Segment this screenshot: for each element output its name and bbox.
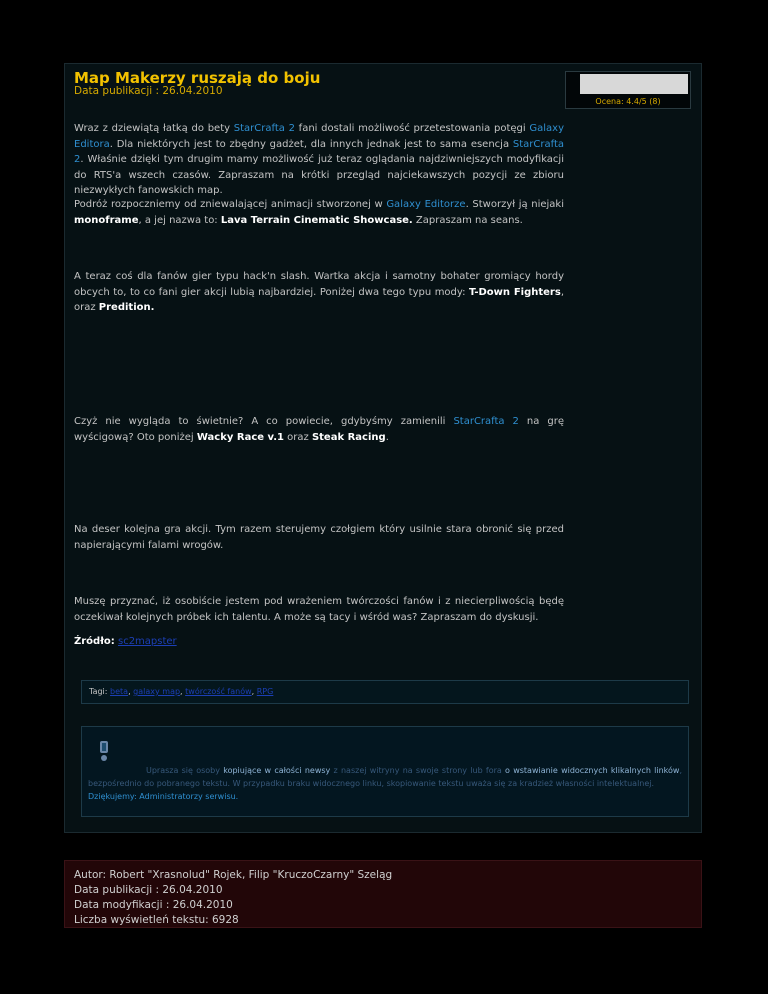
text: Podróż rozpoczniemy od zniewalającej animacji stworzonej w [74,199,387,210]
text: . Właśnie dzięki tym drugim mamy możliwość już teraz oglądania najdziwniejszych modyfikacji do RTS'a wszech czasów. Zapraszam na krótki przegląd najciekawszych pozycji ze zbioru niezwykłych fanowskich map. [74,154,564,196]
highlight: o wstawianie widocznych klikalnych linków [505,766,680,775]
tag-link[interactable]: RPG [256,687,274,696]
copyright-notice [81,726,689,817]
text: . Stworzył ją niejaki [465,199,565,210]
text: fani dostali możliwość przetestowania potęgi [294,123,530,134]
map-name: Lava Terrain Cinematic Showcase. [220,214,413,226]
warning-icon [98,739,110,763]
text: , a jej nazwa to: [138,214,221,226]
paragraph-hackslash [74,269,564,316]
text: . Dla niektórych jest to zbędny gadżet, dla innych jednak jest to sama esencja [109,138,513,150]
map-name: Wacky Race v.1 [196,431,284,443]
highlight: kopiujące w całości newsy [223,766,331,775]
article-title: Map Makerzy ruszają do boju [74,69,321,87]
text: na grę wyścigową? Oto poniżej [74,416,564,443]
galaxy-editor-link[interactable]: Galaxy Editora [74,123,564,150]
text: Zapraszam na seans. [412,214,523,226]
map-name: Predition. [98,302,155,313]
notice-text [88,764,682,803]
map-name: Steak Racing [311,431,386,443]
source-line [74,634,564,650]
paragraph-intro [74,121,564,199]
publication-date: Data publikacji : 26.04.2010 [74,85,223,97]
tag-link[interactable]: galaxy map [133,687,181,696]
text: z naszej witryny na swoje strony lub fora [330,766,506,775]
rating-stars[interactable] [580,74,688,94]
source-link[interactable]: sc2mapster [117,636,177,647]
starcraft2-link[interactable]: StarCrafta 2 [74,138,564,165]
tag-link[interactable]: beta [110,687,129,696]
tags-label: Tagi: [89,687,108,696]
tag-link[interactable]: twórczość fanów [185,687,252,696]
article-info-panel [64,860,702,928]
tags-box: Tagi: beta, galaxy map, twórczość fanów, RPG [81,680,689,704]
published-line: Data publikacji : 26.04.2010 [74,884,223,896]
paragraph-tank: Na deser kolejna gra akcji. Tym razem sterujemy czołgiem który usilnie stara obronić się przed napierającymi falami wrogów. [74,524,564,551]
article-panel [64,63,702,833]
text: Wraz z dziewiątą łatką do bety [74,123,234,134]
text: Uprasza się osoby [146,766,224,775]
starcraft2-link[interactable]: StarCrafta 2 [233,123,295,134]
text: . [385,431,389,443]
paragraph-racing [74,414,564,445]
text: , oraz [74,286,564,313]
thanks-line: Dziękujemy: Administratorzy serwisu. [88,792,239,801]
text: oraz [283,431,312,443]
paragraph-conclusion: Muszę przyznać, iż osobiście jestem pod wrażeniem twórczości fanów i z niecierpliwością będę oczekiwał kolejnych próbek ich talentu. A może są tacy i wśród was? Zapraszam do dyskusji. [74,596,564,623]
map-name: T-Down Fighters [468,286,561,298]
rating-widget[interactable] [565,71,691,109]
text: Czyż nie wygląda to świetnie? A co powiecie, gdybyśmy zamienili [74,416,454,427]
author-name: monoframe [74,214,139,226]
source-label: Źródło: [74,636,115,647]
text: A teraz coś dla fanów gier typu hack'n slash. Wartka akcja i samotny bohater gromiący hordy obcych to, to co fani gier akcji lubią najbardziej. Poniżej dwa tego typu mody: [74,271,564,298]
galaxy-editor-link[interactable]: Galaxy Editorze [386,199,466,210]
starcraft2-link[interactable]: StarCrafta 2 [453,416,519,427]
views-line: Liczba wyświetleń tekstu: 6928 [74,914,239,926]
author-line: Autor: Robert "Xrasnolud" Rojek, Filip "KruczoCzarny" Szeląg [74,869,393,881]
modified-line: Data modyfikacji : 26.04.2010 [74,899,233,911]
paragraph-lava [74,197,564,228]
text: , bezpośrednio do pobranego tekstu. W przypadku braku widocznego linku, skopiowanie tekstu uważa się za kradzież własności intelektualnej. [88,766,682,788]
rating-label: Ocena: 4.4/5 (8) [595,97,661,106]
